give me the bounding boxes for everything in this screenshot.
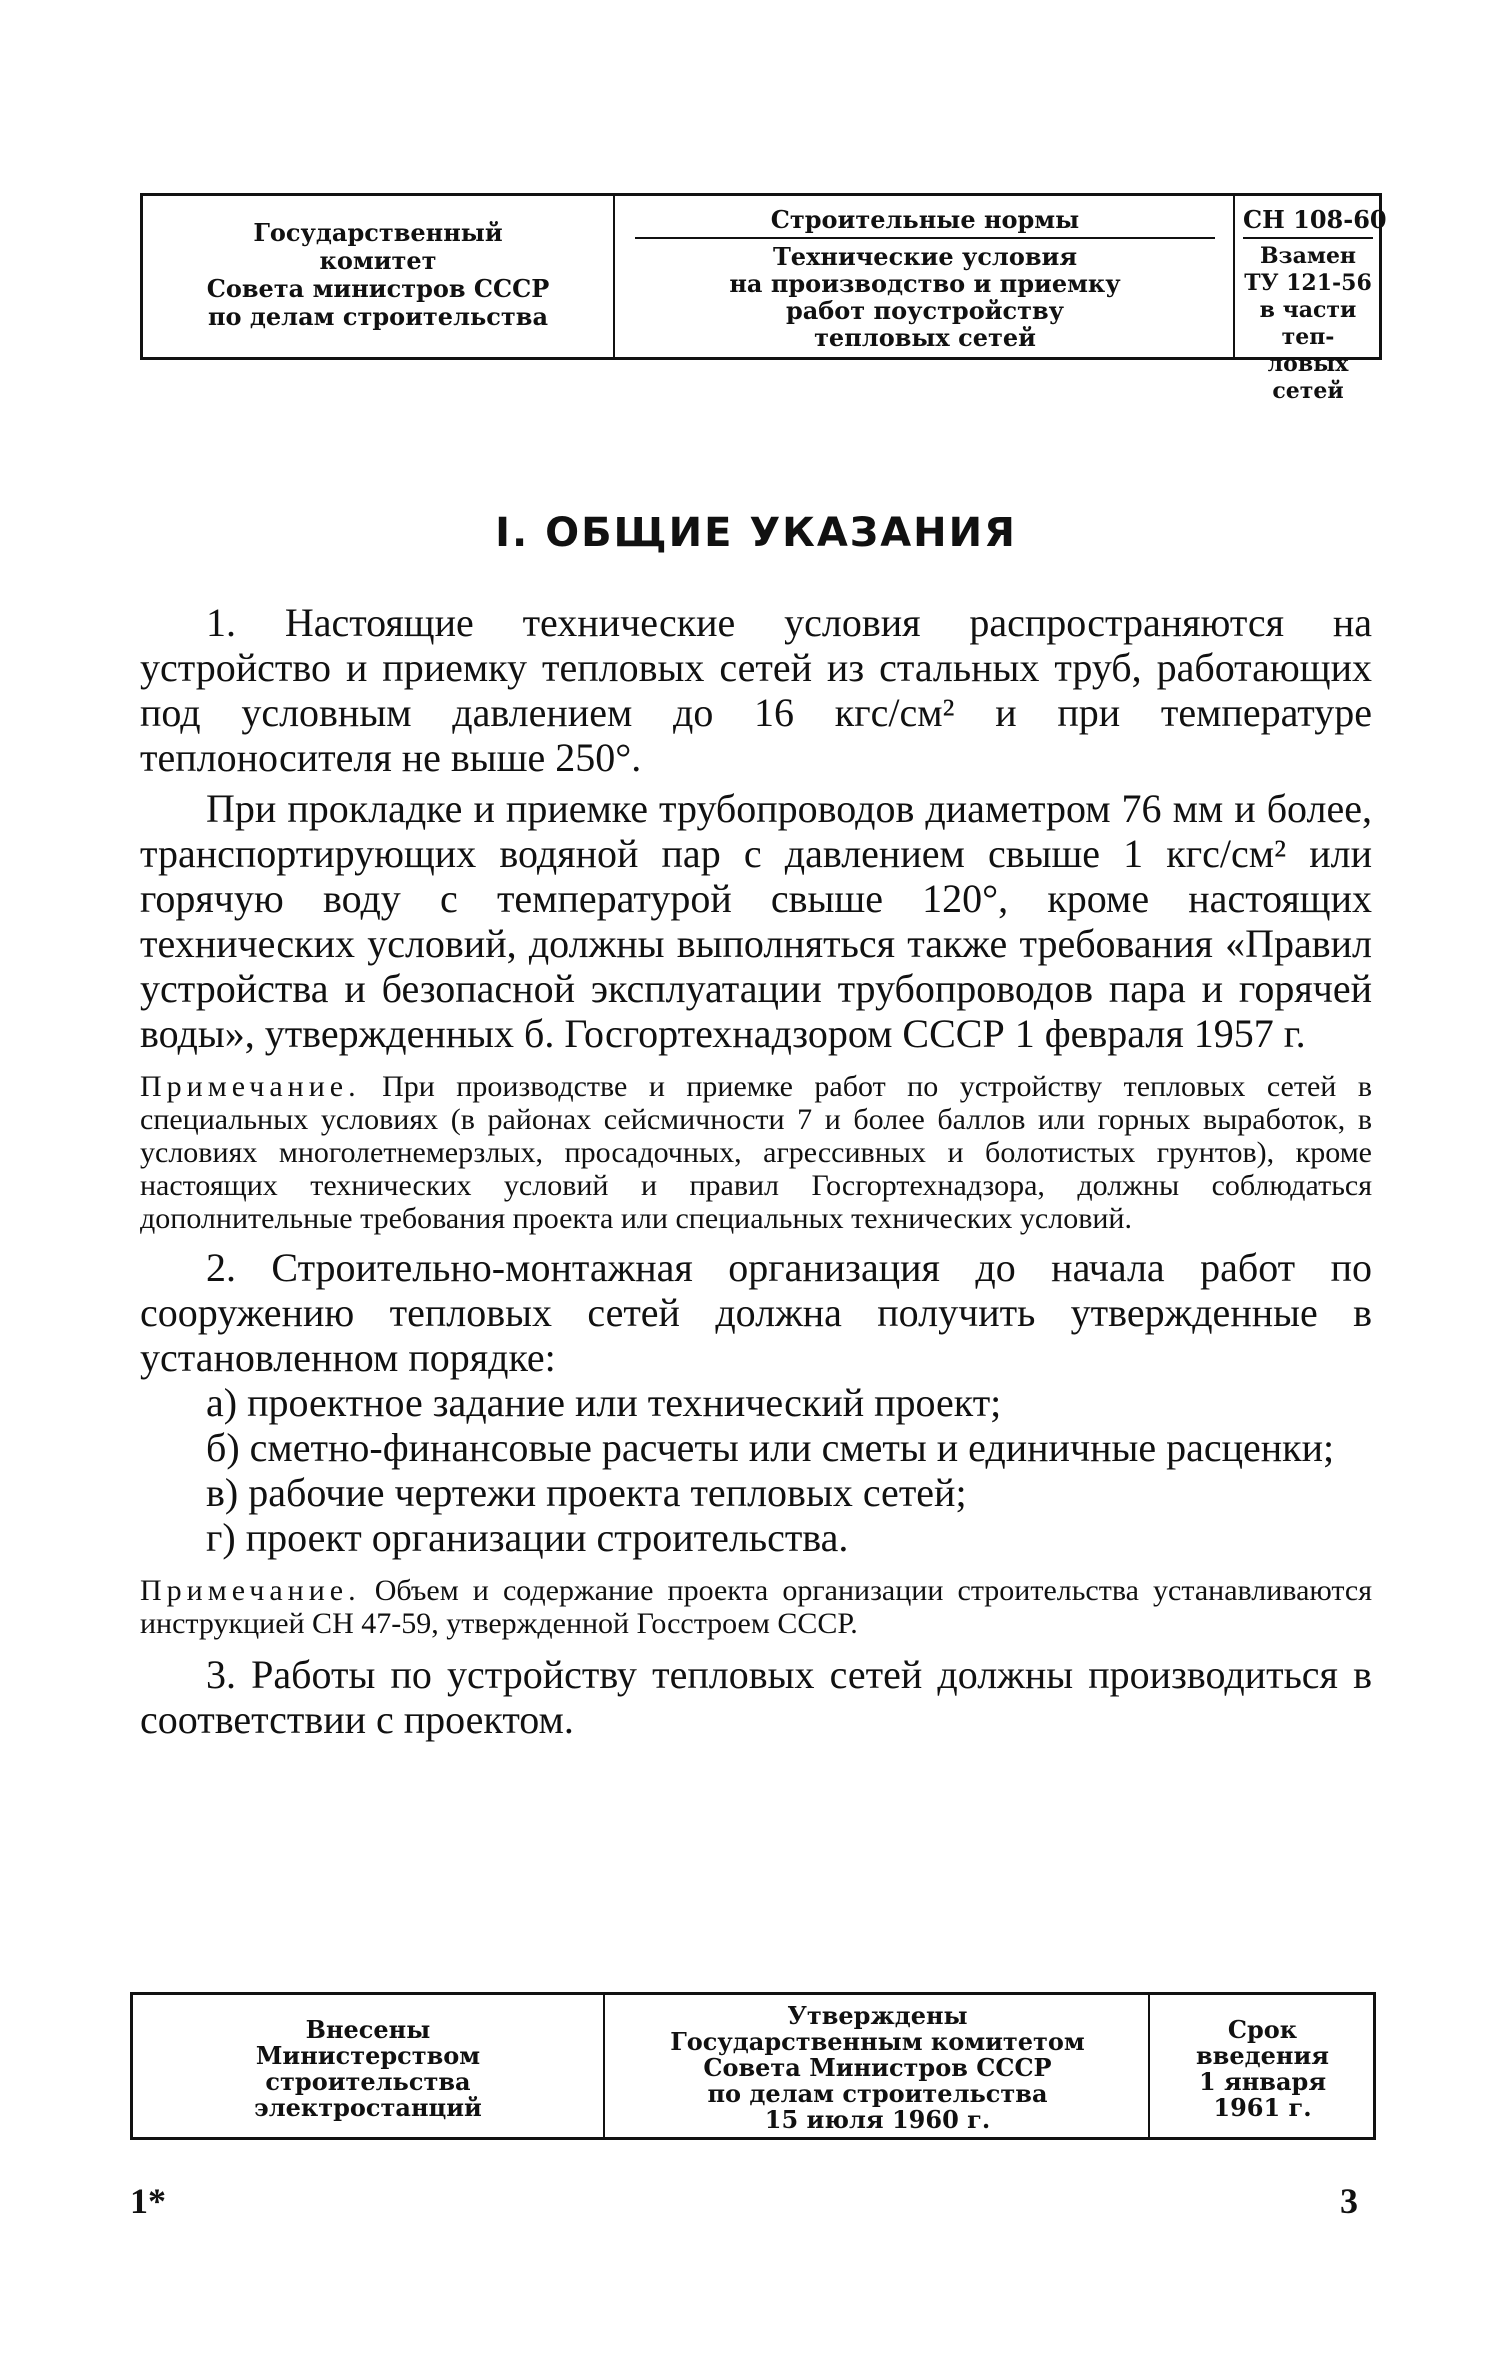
submitted-line: строительства — [265, 2067, 471, 2096]
committee-line: Совета министров СССР — [206, 274, 550, 303]
list-item: б) сметно-финансовые расчеты или сметы и единичные расценки; — [206, 1425, 1335, 1470]
submitted-line: Министерством — [255, 2041, 481, 2070]
footer-table — [130, 1992, 1376, 2140]
submitted-cell — [133, 1995, 603, 2137]
replaces-line: ТУ 121-56 — [1244, 270, 1372, 296]
page-number: 3 — [1340, 2181, 1358, 2221]
header-committee-cell — [143, 195, 613, 357]
approved-line: Совета Министров СССР — [703, 2053, 1052, 2082]
header-title-cell — [613, 195, 1235, 357]
header-code-cell — [1233, 195, 1387, 404]
committee-line: комитет — [319, 246, 437, 275]
submitted-line: электростанций — [254, 2093, 482, 2122]
effective-cell — [1148, 1995, 1375, 2137]
header-table — [140, 195, 1387, 404]
committee-line: по делам строительства — [207, 302, 548, 331]
doc-title-line: Технические условия — [772, 242, 1078, 271]
paragraph-3: 3. Работы по устройству тепловых сетей должны производиться в соответствии с проектом. — [140, 1652, 1372, 1742]
note-text: Объем и содержание проекта организации строительства устанавливаются инструкцией СН 47-59, утвержденной Госстроем СССР. — [140, 1574, 1372, 1640]
approved-line: Государственным комитетом — [670, 2027, 1085, 2056]
note-1 — [140, 1070, 1372, 1235]
body-text — [140, 600, 1372, 1742]
paragraph-2: 2. Строительно-монтажная организация до начала работ по сооружению тепловых сетей должна получить утвержденные в установленном порядке: — [140, 1245, 1372, 1380]
doc-title-line: на производство и приемку — [729, 269, 1121, 298]
list-item: г) проект организации строительства. — [206, 1515, 849, 1560]
approved-line: Утверждены — [787, 2001, 968, 2030]
doc-title-line: тепловых сетей — [814, 323, 1036, 352]
effective-line: 1961 г. — [1213, 2093, 1312, 2122]
paragraph-1b: При прокладке и приемке трубопроводов диаметром 76 мм и более, транспортирующих водяной пар с давлением свыше 1 кгс/см² или горячую воду с температурой свыше 120°, кроме настоящих технических условий, должны выполняться также требования «Правил устройства и безопасной эксплуатации трубопроводов пара и горячей воды», утвержденных б. Госгортехнадзором СССР 1 февраля 1957 г. — [140, 786, 1372, 1056]
section-title: I. ОБЩИЕ УКАЗАНИЯ — [495, 510, 1017, 556]
replaces-line: Взамен — [1259, 243, 1357, 269]
note-2 — [140, 1574, 1372, 1640]
effective-line: 1 января — [1198, 2067, 1327, 2096]
committee-line: Государственный — [253, 218, 503, 247]
signature-mark: 1* — [130, 2181, 166, 2221]
submitted-line: Внесены — [305, 2015, 431, 2044]
replaces-line: в части теп- — [1259, 297, 1357, 350]
note-text: При производстве и приемке работ по устройству тепловых сетей в специальных условиях (в районах сейсмичности 7 и более баллов или горных выработок, в условиях многолетнемерзлых, просадочных, агрессивных и болотистых грунтов), кроме настоящих технических условий и правил Госгортехнадзора, должны соблюдаться дополнительные требования проекта или специальных технических условий. — [140, 1070, 1372, 1235]
effective-line: Срок — [1227, 2015, 1298, 2044]
doc-title-line: работ поустройству — [785, 296, 1065, 325]
doc-code: СН 108-60 — [1243, 203, 1373, 239]
replaces-line: ловых сетей — [1267, 351, 1349, 404]
effective-line: введения — [1196, 2041, 1329, 2070]
approved-line: по делам строительства — [707, 2079, 1048, 2108]
note-label: Примечание. — [140, 1070, 361, 1103]
approved-cell — [603, 1995, 1150, 2137]
list-item: в) рабочие чертежи проекта тепловых сетей; — [206, 1470, 967, 1515]
norms-label: Строительные нормы — [635, 203, 1215, 239]
approved-line: 15 июля 1960 г. — [764, 2105, 991, 2134]
note-label: Примечание. — [140, 1574, 361, 1607]
paragraph-1: 1. Настоящие технические условия распространяются на устройство и приемку тепловых сетей из стальных труб, работающих под условным давлением до 16 кгс/см² и при температуре теплоносителя не выше 250°. — [140, 600, 1372, 780]
list-item: а) проектное задание или технический проект; — [206, 1380, 1002, 1425]
